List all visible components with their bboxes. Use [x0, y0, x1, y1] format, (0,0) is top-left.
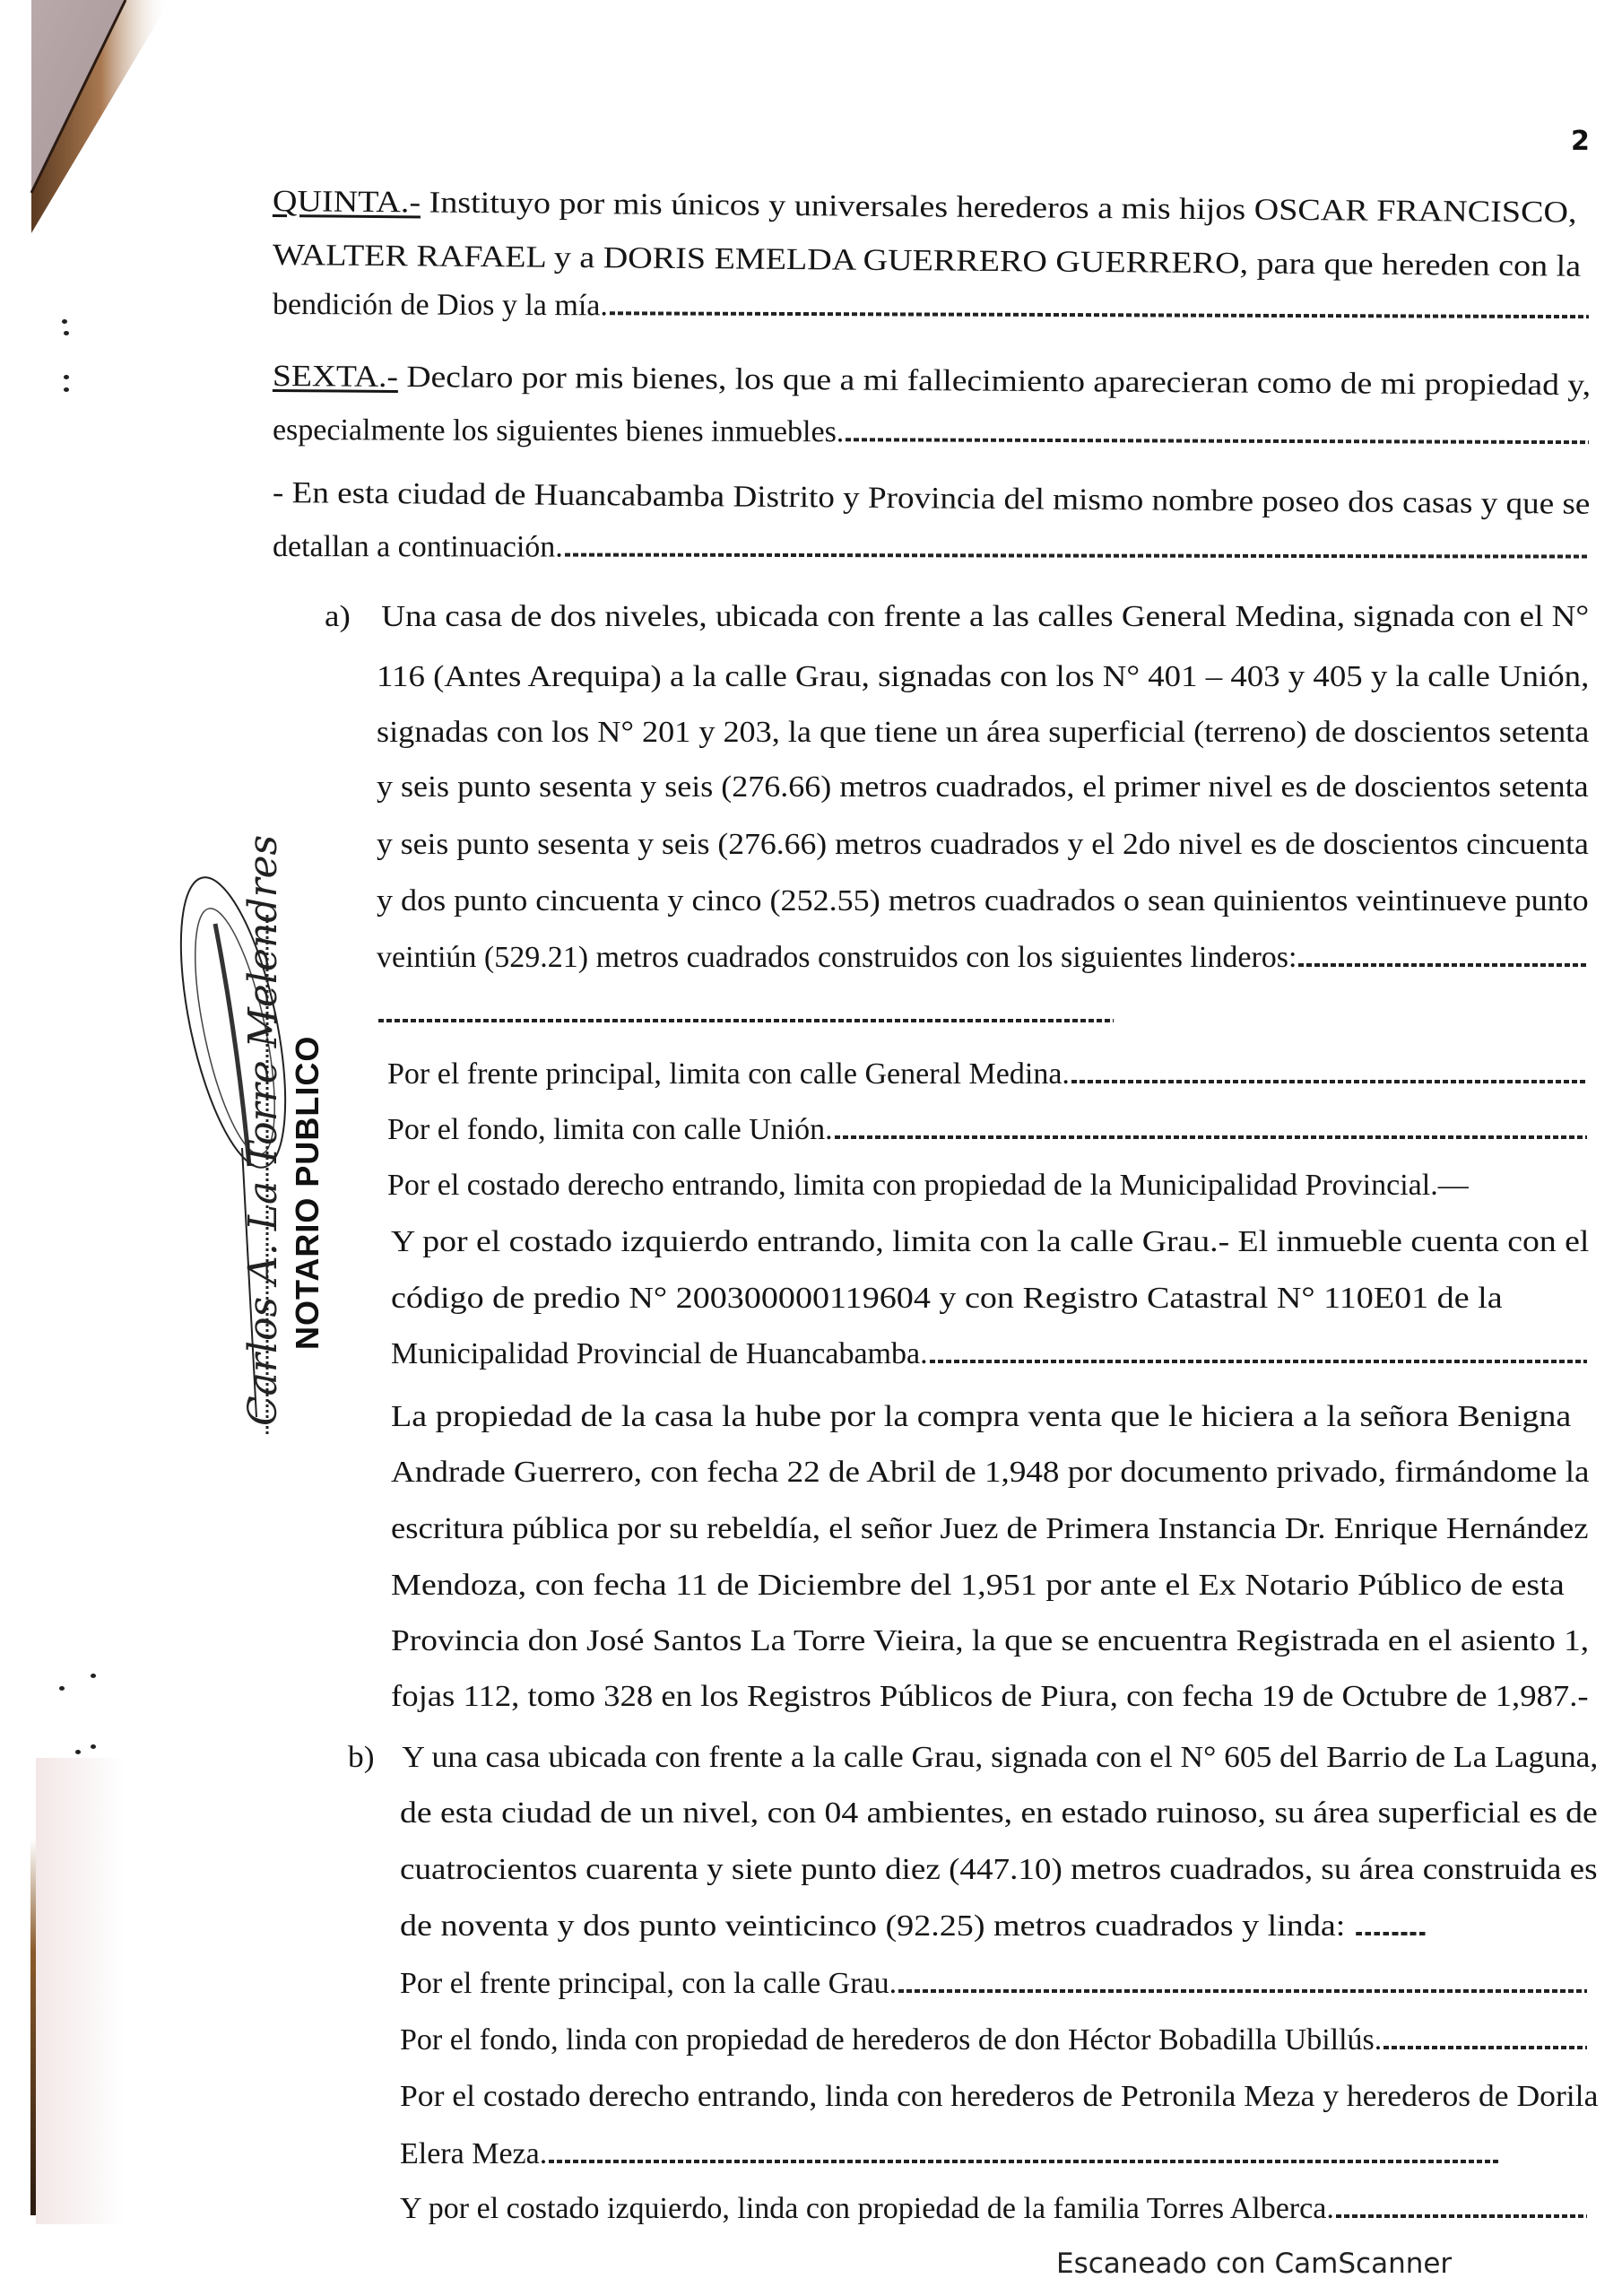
line-text: WALTER RAFAEL y a DORIS EMELDA GUERRERO GUERRERO, para que hereden con la	[272, 239, 1582, 283]
fill-dashes	[565, 553, 1589, 559]
text-line	[400, 2022, 1587, 2058]
line-text: Por el frente principal, con la calle Grau.	[400, 1967, 898, 2000]
line-text: La propiedad de la casa la hube por la compra venta que le hiciera a la señora Benigna	[391, 1400, 1572, 1433]
page-edge	[30, 1839, 36, 2215]
text-line	[391, 1281, 1503, 1317]
camscanner-watermark: Escaneado con CamScanner	[1056, 2248, 1453, 2280]
line-text: Instituyo por mis únicos y universales herederos a mis hijos OSCAR FRANCISCO,	[420, 186, 1577, 230]
page-number: 2	[1571, 126, 1590, 157]
line-text: veintiún (529.21) metros cuadrados construidos con los siguientes linderos:	[377, 941, 1297, 974]
scan-speck	[75, 1750, 81, 1754]
line-text: signadas con los N° 201 y 203, la que tiene un área superficial (terreno) de doscientos setenta	[377, 716, 1590, 749]
fill-dashes	[378, 1019, 1114, 1022]
text-line	[391, 1623, 1589, 1659]
text-line	[377, 996, 1114, 1031]
line-text: Por el frente principal, limita con calle General Medina.	[387, 1057, 1070, 1091]
line-text: fojas 112, tomo 328 en los Registros Públicos de Piura, con fecha 19 de Octubre de 1,987.-	[391, 1680, 1589, 1713]
line-text: detallan a continuación.	[272, 530, 563, 564]
line-text: especialmente los siguientes bienes inmuebles.	[272, 413, 845, 449]
line-text: Y una casa ubicada con frente a la calle Grau, signada con el N° 605 del Barrio de La Laguna,	[402, 1741, 1599, 1774]
line-text: Por el fondo, linda con propiedad de herederos de don Héctor Bobadilla Ubillús.	[400, 2023, 1383, 2057]
line-text: y seis punto sesenta y seis (276.66) metros cuadrados, el primer nivel es de doscientos setenta	[377, 770, 1589, 804]
line-text: Elera Meza.	[400, 2137, 548, 2170]
fill-dashes	[835, 1135, 1587, 1139]
text-line	[400, 1796, 1598, 1831]
text-line	[273, 413, 1589, 453]
text-line	[387, 1168, 1469, 1204]
text-line	[400, 1909, 1427, 1944]
line-text: Mendoza, con fecha 11 de Diciembre del 1,951 por ante el Ex Notario Público de esta	[391, 1569, 1565, 1602]
line-text: - En esta ciudad de Huancabamba Distrito y Provincia del mismo nombre poseo dos casas y que se	[272, 476, 1591, 521]
line-text: cuatrocientos cuarenta y siete punto diez (447.10) metros cuadrados, su área construida es	[400, 1853, 1598, 1886]
text-line	[377, 659, 1589, 695]
text-line	[391, 1568, 1565, 1604]
fill-dashes	[1071, 1080, 1587, 1083]
text-line	[400, 1966, 1587, 2002]
text-line	[391, 1399, 1571, 1435]
text-line	[400, 2079, 1598, 2115]
text-line	[400, 2191, 1587, 2227]
list-label: a)	[325, 600, 351, 633]
fill-dashes	[898, 1989, 1587, 1993]
text-line	[391, 1224, 1589, 1260]
line-text: bendición de Dios y la mía.	[272, 288, 608, 323]
line-text: Municipalidad Provincial de Huancabamba.	[391, 1337, 928, 1370]
notary-signature: Carlos A. La Torre Melendres	[240, 834, 286, 1426]
text-line	[273, 184, 1577, 231]
line-text: Por el costado derecho entrando, limita con propiedad de la Municipalidad Provincial.—	[387, 1169, 1469, 1202]
fill-dashes	[1383, 2046, 1587, 2049]
text-line	[377, 940, 1587, 976]
text-line	[273, 359, 1591, 404]
text-line	[387, 1112, 1587, 1148]
scan-speck	[91, 1674, 96, 1678]
line-text: Y por el costado izquierdo, linda con propiedad de la familia Torres Alberca.	[400, 2192, 1334, 2225]
text-line	[273, 287, 1589, 327]
text-line	[377, 827, 1589, 863]
fill-dashes	[1356, 1932, 1426, 1935]
clause-heading: QUINTA.-	[272, 185, 421, 220]
line-text: Declaro por mis bienes, los que a mi fallecimiento aparecieran como de mi propiedad y,	[397, 360, 1592, 403]
text-line	[400, 2136, 1499, 2172]
scan-speck	[91, 1744, 96, 1749]
line-text: 116 (Antes Arequipa) a la calle Grau, signadas con los N° 401 – 403 y 405 y la calle Unión,	[377, 660, 1590, 693]
line-text: de noventa y dos punto veinticinco (92.25) metros cuadrados y linda:	[400, 1909, 1354, 1943]
line-text: Por el fondo, limita con calle Unión.	[387, 1113, 833, 1146]
text-line	[391, 1511, 1589, 1547]
scan-speck	[64, 375, 69, 379]
line-text: código de predio N° 200300000119604 y con Registro Catastral N° 110E01 de la	[391, 1282, 1503, 1315]
line-text: Una casa de dos niveles, ubicada con frente a las calles General Medina, signada con el N°	[381, 600, 1590, 633]
fill-dashes	[610, 311, 1589, 318]
text-line	[273, 238, 1581, 285]
text-line	[273, 475, 1591, 523]
list-item-line	[325, 599, 1589, 635]
text-line	[387, 1057, 1587, 1092]
line-text: Andrade Guerrero, con fecha 22 de Abril de 1,948 por documento privado, firmándome la	[391, 1456, 1590, 1489]
line-text: escritura pública por su rebeldía, el señor Juez de Primera Instancia Dr. Enrique Hernández	[391, 1512, 1589, 1545]
fill-dashes	[930, 1360, 1587, 1363]
clause-heading: SEXTA.-	[272, 360, 399, 394]
text-line	[377, 715, 1589, 751]
list-item-line	[348, 1740, 1598, 1776]
line-text: y seis punto sesenta y seis (276.66) metros cuadrados y el 2do nivel es de doscientos cincuenta	[377, 828, 1589, 861]
page-edge-shadow	[36, 1758, 126, 2224]
scan-speck	[64, 331, 69, 335]
scan-speck	[59, 1686, 65, 1691]
scan-speck	[62, 319, 67, 324]
fill-dashes	[549, 2160, 1499, 2163]
text-line	[391, 1679, 1589, 1715]
line-text: Por el costado derecho entrando, linda con herederos de Petronila Meza y herederos de Dorila	[400, 2080, 1599, 2113]
fill-dashes	[846, 438, 1589, 444]
notary-stamp-title: NOTARIO PUBLICO	[289, 1035, 325, 1350]
scan-speck	[64, 387, 69, 392]
line-text: Provincia don José Santos La Torre Vieira, la que se encuentra Registrada en el asiento 1,	[391, 1624, 1590, 1657]
text-line	[391, 1336, 1587, 1372]
line-text: Y por el costado izquierdo entrando, limita con la calle Grau.- El inmueble cuenta con el	[391, 1225, 1590, 1258]
text-line	[273, 529, 1589, 568]
fill-dashes	[1298, 963, 1587, 967]
text-line	[400, 1852, 1598, 1888]
fill-dashes	[1336, 2214, 1587, 2218]
line-text: y dos punto cincuenta y cinco (252.55) metros cuadrados o sean quinientos veintinueve punto	[377, 884, 1589, 918]
text-line	[391, 1455, 1590, 1491]
line-text: de esta ciudad de un nivel, con 04 ambientes, en estado ruinoso, su área superficial es de	[400, 1796, 1598, 1830]
text-line	[377, 770, 1589, 805]
text-line	[377, 883, 1589, 919]
page-curl	[0, 0, 179, 242]
list-label: b)	[348, 1741, 375, 1774]
